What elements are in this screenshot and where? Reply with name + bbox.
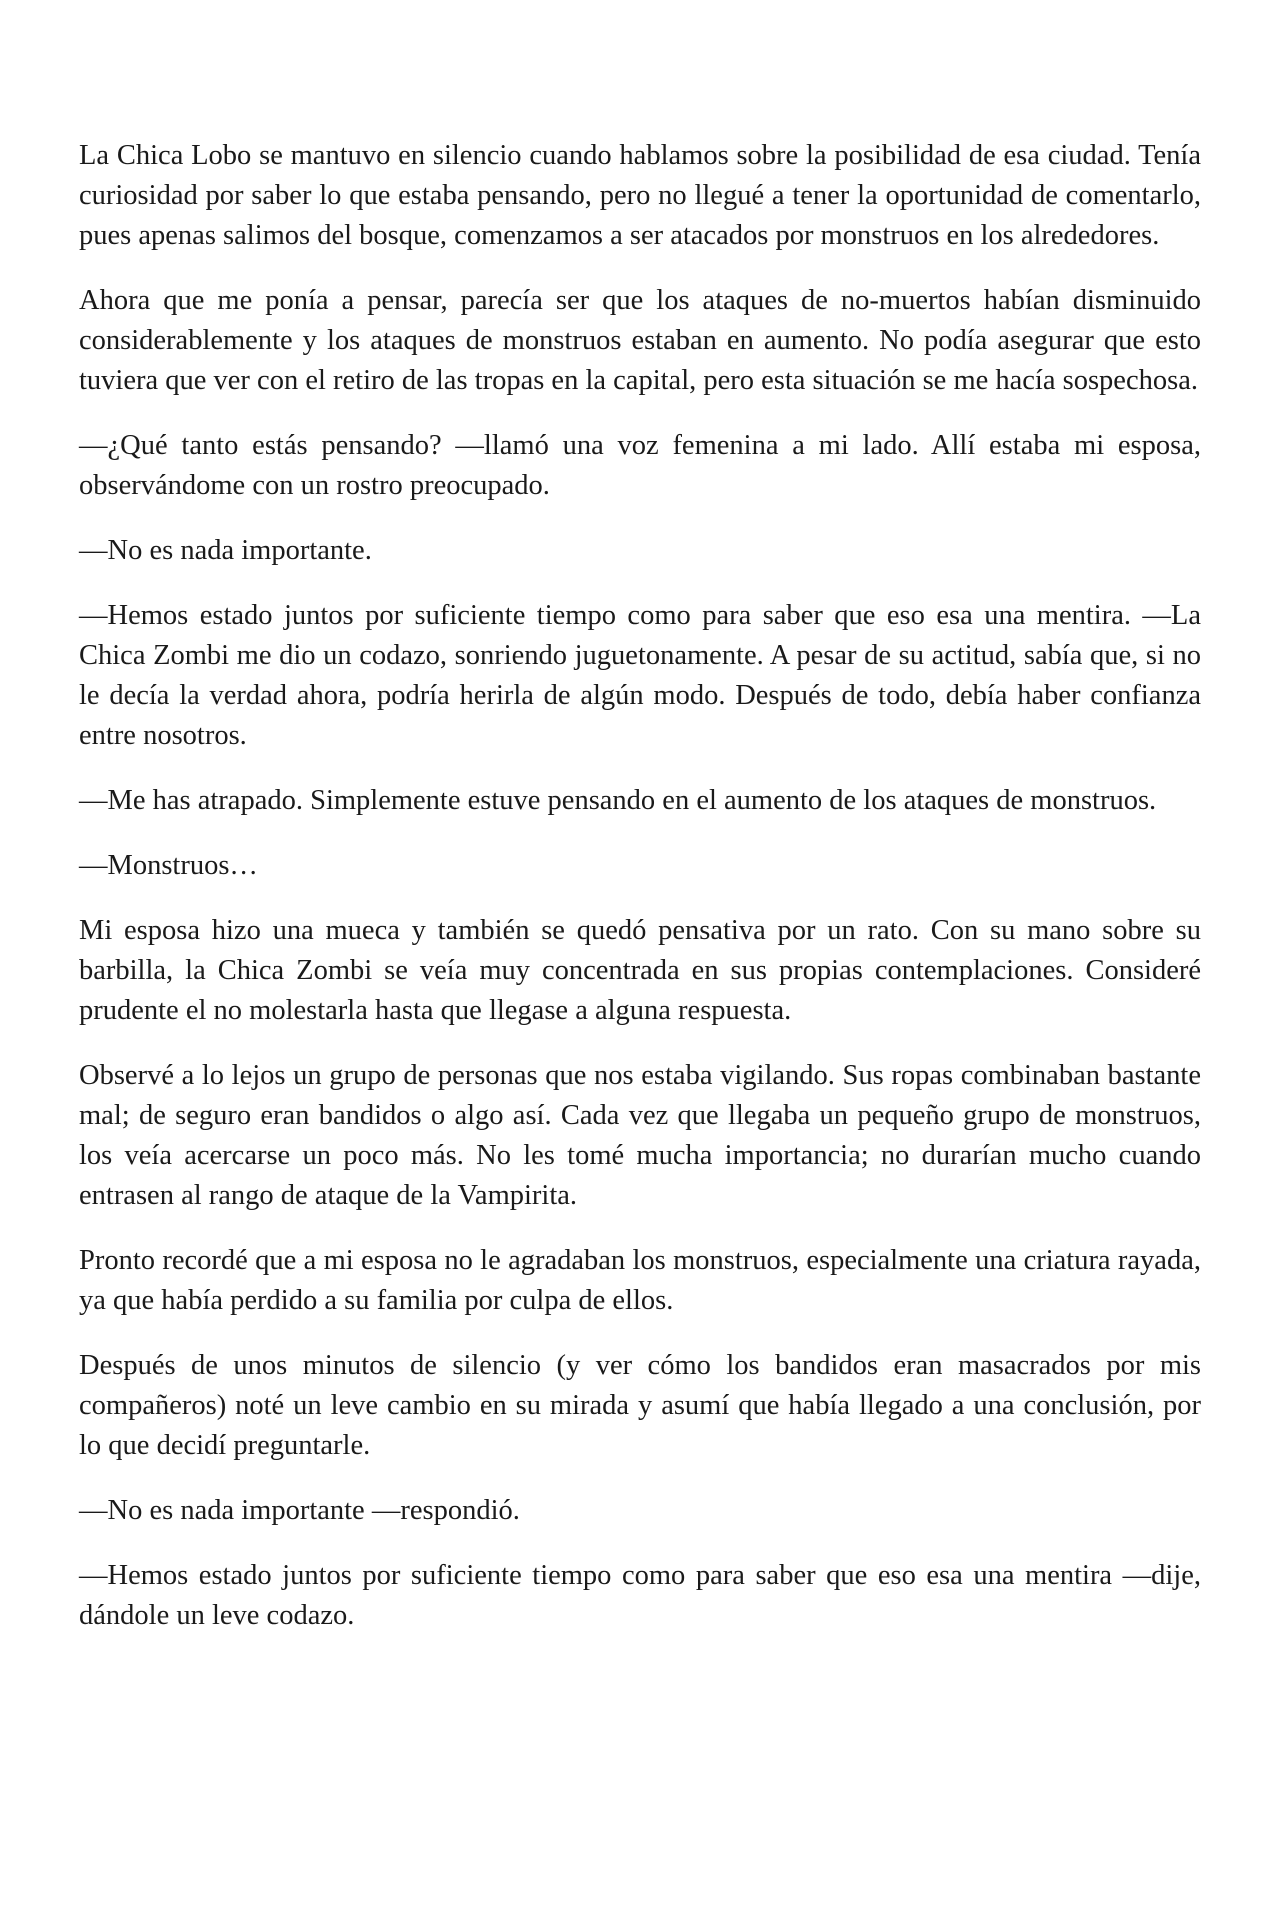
paragraph-9: Observé a lo lejos un grupo de personas que nos estaba vigilando. Sus ropas combinaban bastante mal; de seguro eran bandidos o algo así. Cada vez que llegaba un pequeño grupo de monstruos, los veía acercarse un poco más. No les tomé mucha importancia; no durarían mucho cuando entrasen al rango de ataque de la Vampirita. [79,1060,1201,1211]
paragraph-1: La Chica Lobo se mantuvo en silencio cuando hablamos sobre la posibilidad de esa ciudad. Tenía curiosidad por saber lo que estaba pensando, pero no llegué a tener la oportunidad de comentarlo, pues apenas salimos del bosque, comenzamos a ser atacados por monstruos en los alrededores. [79,140,1201,251]
paragraph-13: —Hemos estado juntos por suficiente tiempo como para saber que eso esa una mentira —dije, dándole un leve codazo. [79,1560,1201,1631]
document-page [79,136,1201,1661]
paragraph-6: —Me has atrapado. Simplemente estuve pensando en el aumento de los ataques de monstruos. [79,785,1157,816]
paragraph-8: Mi esposa hizo una mueca y también se quedó pensativa por un rato. Con su mano sobre su barbilla, la Chica Zombi se veía muy concentrada en sus propias contemplaciones. Consideré prudente el no molestarla hasta que llegase a alguna respuesta. [79,915,1201,1026]
paragraph-11: Después de unos minutos de silencio (y ver cómo los bandidos eran masacrados por mis compañeros) noté un leve cambio en su mirada y asumí que había llegado a una conclusión, por lo que decidí preguntarle. [79,1350,1201,1461]
paragraph-3: —¿Qué tanto estás pensando? —llamó una voz femenina a mi lado. Allí estaba mi esposa, observándome con un rostro preocupado. [79,430,1201,501]
paragraph-7: —Monstruos… [79,850,258,881]
paragraph-5: —Hemos estado juntos por suficiente tiempo como para saber que eso esa una mentira. —La Chica Zombi me dio un codazo, sonriendo juguetonamente. A pesar de su actitud, sabía que, si no le decía la verdad ahora, podría herirla de algún modo. Después de todo, debía haber confianza entre nosotros. [79,600,1201,751]
paragraph-2: Ahora que me ponía a pensar, parecía ser que los ataques de no-muertos habían disminuido considerablemente y los ataques de monstruos estaban en aumento. No podía asegurar que esto tuviera que ver con el retiro de las tropas en la capital, pero esta situación se me hacía sospechosa. [79,285,1201,396]
paragraph-12: —No es nada importante —respondió. [79,1495,520,1526]
paragraph-4: —No es nada importante. [79,535,372,566]
paragraph-10: Pronto recordé que a mi esposa no le agradaban los monstruos, especialmente una criatura rayada, ya que había perdido a su familia por culpa de ellos. [79,1245,1201,1316]
